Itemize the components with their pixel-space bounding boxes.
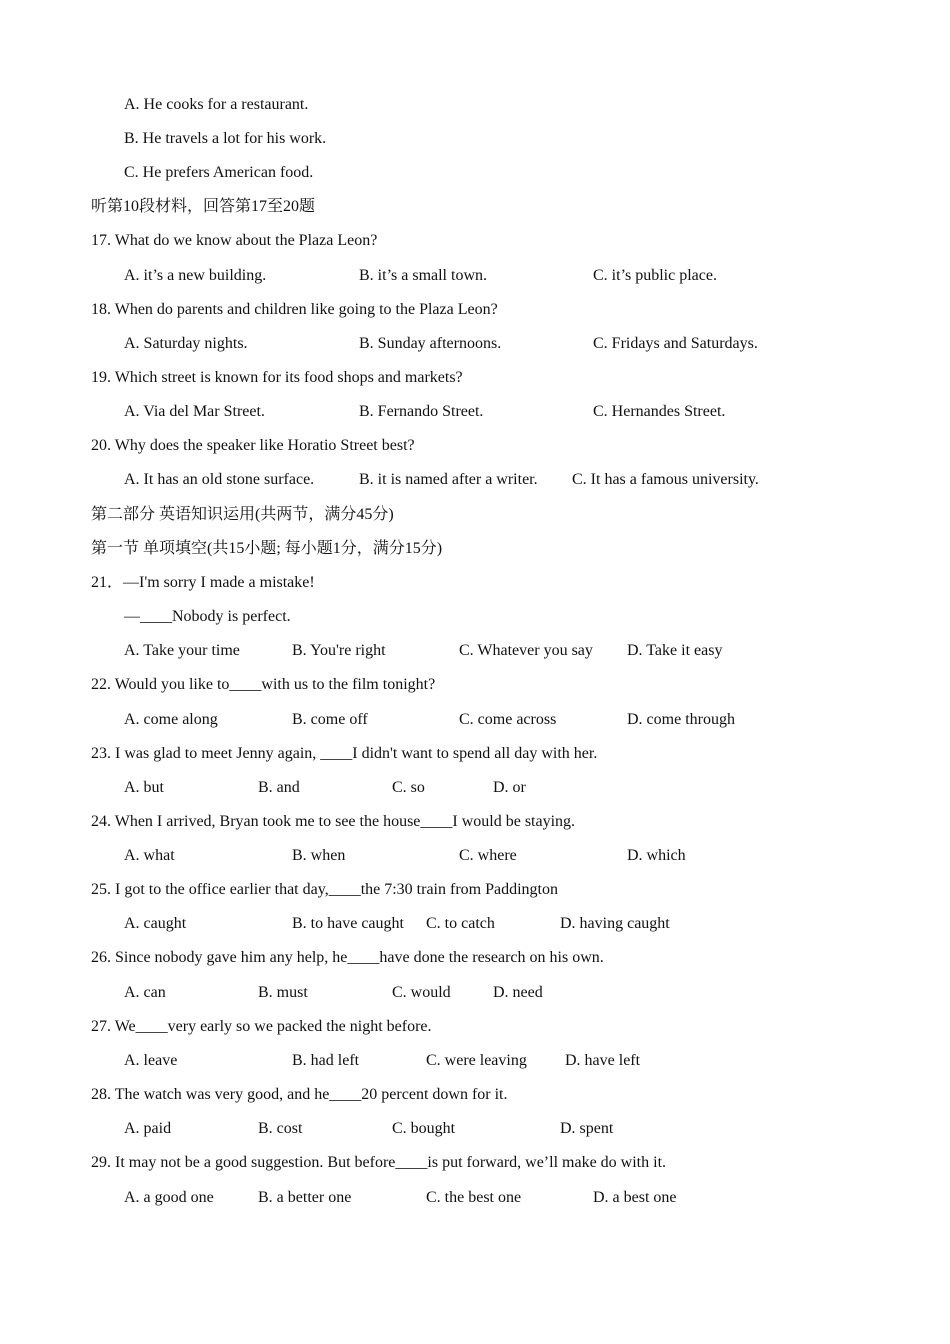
- q23-option-b: B. and: [258, 779, 300, 796]
- question-28: 28. The watch was very good, and he____20 percent down for it.: [91, 1086, 508, 1103]
- q27-option-a: A. leave: [124, 1052, 178, 1069]
- q23-option-a: A. but: [124, 779, 164, 796]
- q22-option-b: B. come off: [292, 711, 368, 728]
- question-24: 24. When I arrived, Bryan took me to see the house____I would be staying.: [91, 813, 576, 830]
- q29-option-b: B. a better one: [258, 1189, 352, 1206]
- question-17: 17. What do we know about the Plaza Leon?: [91, 232, 378, 249]
- q24-option-c: C. where: [459, 847, 517, 864]
- question-27: 27. We____very early so we packed the night before.: [91, 1018, 432, 1035]
- q26-option-a: A. can: [124, 984, 166, 1001]
- q27-option-d: D. have left: [565, 1052, 641, 1069]
- q20-option-b: B. it is named after a writer.: [359, 471, 538, 488]
- q22-option-d: D. come through: [627, 711, 735, 728]
- q25-option-b: B. to have caught: [292, 915, 404, 932]
- q19-option-b: B. Fernando Street.: [359, 403, 484, 420]
- q24-option-d: D. which: [627, 847, 686, 864]
- q18-option-b: B. Sunday afternoons.: [359, 335, 502, 352]
- q17-option-b: B. it’s a small town.: [359, 267, 487, 284]
- q26-option-c: C. would: [392, 984, 451, 1001]
- q16-option-c: C. He prefers American food.: [124, 164, 314, 181]
- q28-option-a: A. paid: [124, 1120, 172, 1137]
- q20-option-c: C. It has a famous university.: [572, 471, 759, 488]
- q21-option-d: D. Take it easy: [627, 642, 723, 659]
- section1-heading: 第一节 单项填空(共15小题; 每小题1分，满分15分): [91, 540, 443, 557]
- q20-option-a: A. It has an old stone surface.: [124, 471, 315, 488]
- q28-option-c: C. bought: [392, 1120, 456, 1137]
- q25-option-d: D. having caught: [560, 915, 670, 932]
- q26-option-d: D. need: [493, 984, 543, 1001]
- question-26: 26. Since nobody gave him any help, he____have done the research on his own.: [91, 949, 604, 966]
- q24-option-a: A. what: [124, 847, 175, 864]
- q26-option-b: B. must: [258, 984, 308, 1001]
- question-22: 22. Would you like to____with us to the film tonight?: [91, 676, 436, 693]
- question-21: 21．—I'm sorry I made a mistake!: [91, 574, 315, 591]
- q16-option-b: B. He travels a lot for his work.: [124, 130, 327, 147]
- q25-option-c: C. to catch: [426, 915, 495, 932]
- q24-option-b: B. when: [292, 847, 346, 864]
- question-19: 19. Which street is known for its food shops and markets?: [91, 369, 463, 386]
- q18-option-a: A. Saturday nights.: [124, 335, 248, 352]
- q27-option-c: C. were leaving: [426, 1052, 527, 1069]
- q21-option-c: C. Whatever you say: [459, 642, 593, 659]
- q19-option-c: C. Hernandes Street.: [593, 403, 726, 420]
- q22-option-c: C. come across: [459, 711, 557, 728]
- q28-option-d: D. spent: [560, 1120, 614, 1137]
- q28-option-b: B. cost: [258, 1120, 303, 1137]
- q23-option-d: D. or: [493, 779, 526, 796]
- q18-option-c: C. Fridays and Saturdays.: [593, 335, 758, 352]
- q22-option-a: A. come along: [124, 711, 218, 728]
- q16-option-a: A. He cooks for a restaurant.: [124, 96, 309, 113]
- q23-option-c: C. so: [392, 779, 425, 796]
- q17-option-c: C. it’s public place.: [593, 267, 717, 284]
- q29-option-a: A. a good one: [124, 1189, 214, 1206]
- part2-heading: 第二部分 英语知识运用(共两节，满分45分): [91, 506, 394, 523]
- q21-option-b: B. You're right: [292, 642, 386, 659]
- q19-option-a: A. Via del Mar Street.: [124, 403, 265, 420]
- section10-heading: 听第10段材料，回答第17至20题: [91, 198, 316, 215]
- q17-option-a: A. it’s a new building.: [124, 267, 267, 284]
- question-23: 23. I was glad to meet Jenny again, ____I didn't want to spend all day with her.: [91, 745, 598, 762]
- question-20: 20. Why does the speaker like Horatio Street best?: [91, 437, 415, 454]
- q21-option-a: A. Take your time: [124, 642, 240, 659]
- question-21-response: —____Nobody is perfect.: [124, 608, 291, 625]
- q27-option-b: B. had left: [292, 1052, 360, 1069]
- q29-option-c: C. the best one: [426, 1189, 522, 1206]
- q25-option-a: A. caught: [124, 915, 187, 932]
- q29-option-d: D. a best one: [593, 1189, 677, 1206]
- question-29: 29. It may not be a good suggestion. But before____is put forward, we’ll make do with it.: [91, 1154, 667, 1171]
- question-25: 25. I got to the office earlier that day,____the 7:30 train from Paddington: [91, 881, 558, 898]
- question-18: 18. When do parents and children like going to the Plaza Leon?: [91, 301, 498, 318]
